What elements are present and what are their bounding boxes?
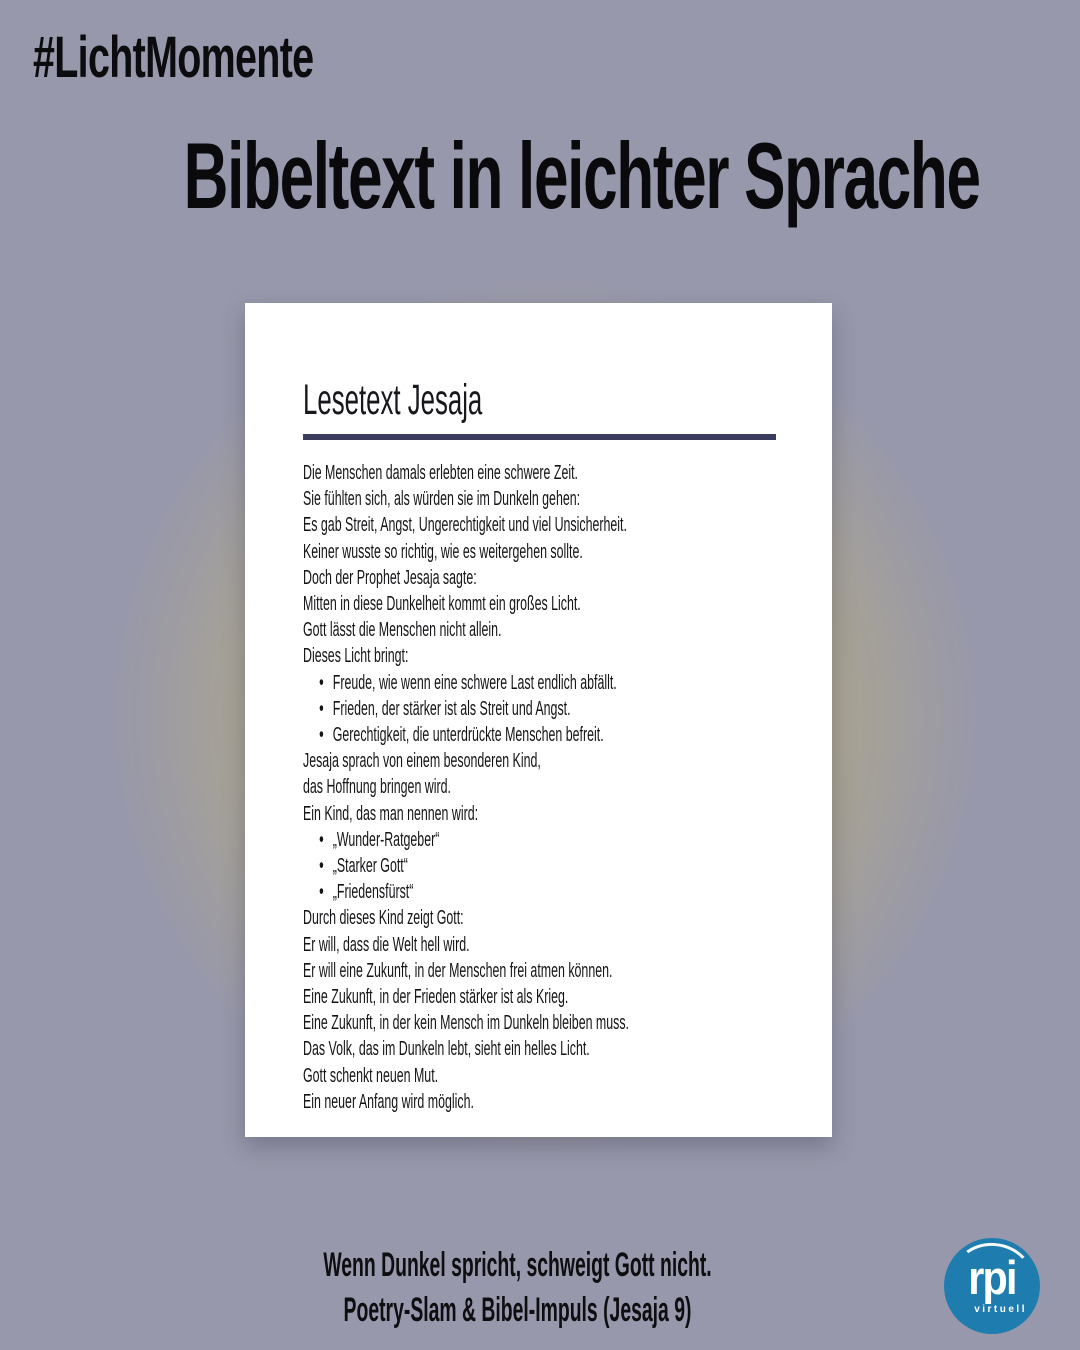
poem-line-text: Er will, dass die Welt hell wird. — [303, 933, 470, 956]
poem-line — [303, 932, 775, 958]
poem-line-text: Gott lässt die Menschen nicht allein. — [303, 619, 502, 642]
poem-line-text: Ein Kind, das man nennen wird: — [303, 802, 479, 825]
poem-line-text: Frieden, der stärker ist als Streit und Angst. — [332, 697, 571, 720]
poem-line — [303, 512, 775, 538]
card-title: Lesetext Jesaja — [303, 376, 483, 424]
poem-bullet — [303, 696, 775, 722]
poem-line — [303, 1036, 775, 1062]
poem-line-text: Es gab Streit, Angst, Ungerechtigkeit und viel Unsicherheit. — [303, 514, 627, 537]
poem-line-text: Mitten in diese Dunkelheit kommt ein großes Licht. — [303, 593, 581, 616]
poem-line-text: Doch der Prophet Jesaja sagte: — [303, 566, 477, 589]
poem-line — [303, 984, 775, 1010]
bullet-icon: • — [319, 696, 324, 720]
poem-line — [303, 748, 775, 774]
bullet-icon: • — [319, 854, 324, 878]
page-title: Bibeltext in leichter Sprache — [183, 123, 980, 228]
logo-subtext: virtuell — [974, 1304, 1027, 1315]
logo-text: rpi — [968, 1251, 1016, 1304]
bullet-icon: • — [319, 670, 324, 694]
poem-line — [303, 539, 775, 565]
bullet-icon: • — [319, 880, 324, 904]
title-divider — [303, 434, 776, 440]
poem-line-text: „Starker Gott“ — [332, 855, 408, 878]
reading-text-card — [245, 303, 832, 1137]
footer-slogan: Wenn Dunkel spricht, schweigt Gott nicht. — [323, 1246, 712, 1284]
poem-line — [303, 958, 775, 984]
poem-line — [303, 565, 775, 591]
poem-line — [303, 1063, 775, 1089]
bullet-icon: • — [319, 723, 324, 747]
poem-line-text: Ein neuer Anfang wird möglich. — [303, 1090, 474, 1113]
poem-line — [303, 801, 775, 827]
poem-line-text: Jesaja sprach von einem besonderen Kind, — [303, 750, 541, 773]
poem-line-text: das Hoffnung bringen wird. — [303, 776, 451, 799]
poem-line — [303, 617, 775, 643]
bullet-icon: • — [319, 827, 324, 851]
poem-line-text: Durch dieses Kind zeigt Gott: — [303, 907, 464, 930]
poem-line — [303, 774, 775, 800]
poem-line — [303, 1089, 775, 1115]
poem-bullet — [303, 722, 775, 748]
poem-line — [303, 905, 775, 931]
footer-subtitle: Poetry-Slam & Bibel-Impuls (Jesaja 9) — [343, 1291, 692, 1329]
poem-line — [303, 1010, 775, 1036]
poem-line-text: Er will eine Zukunft, in der Menschen frei atmen können. — [303, 959, 613, 982]
poem-line-text: Die Menschen damals erlebten eine schwere Zeit. — [303, 462, 579, 484]
poem-line-text: Gerechtigkeit, die unterdrückte Menschen befreit. — [332, 724, 604, 747]
poem-line — [303, 460, 775, 486]
footer — [0, 1243, 1080, 1333]
poem-bullet — [303, 827, 775, 853]
rpi-virtuell-logo — [944, 1238, 1040, 1334]
poem-bullet — [303, 670, 775, 696]
poem-line-text: Eine Zukunft, in der Frieden stärker ist als Krieg. — [303, 986, 569, 1009]
poem-line — [303, 486, 775, 512]
poem-line-text: Das Volk, das im Dunkeln lebt, sieht ein helles Licht. — [303, 1038, 590, 1061]
poem-bullet — [303, 853, 775, 879]
hashtag-label: #LichtMomente — [33, 25, 314, 90]
poem-line-text: „Wunder-Ratgeber“ — [332, 828, 440, 851]
poem-line-text: Dieses Licht bringt: — [303, 645, 409, 668]
poem-line-text: Keiner wusste so richtig, wie es weitergehen sollte. — [303, 540, 583, 563]
poem-line-text: Eine Zukunft, in der kein Mensch im Dunkeln bleiben muss. — [303, 1012, 630, 1035]
poem-line-text: „Friedensfürst“ — [332, 881, 414, 904]
poem-line — [303, 591, 775, 617]
poem-line-text: Sie fühlten sich, als würden sie im Dunkeln gehen: — [303, 488, 581, 511]
poem-line-text: Gott schenkt neuen Mut. — [303, 1064, 439, 1087]
poem-line — [303, 643, 775, 669]
poem — [303, 460, 775, 1115]
poem-line-text: Freude, wie wenn eine schwere Last endlich abfällt. — [332, 671, 617, 694]
poem-bullet — [303, 879, 775, 905]
